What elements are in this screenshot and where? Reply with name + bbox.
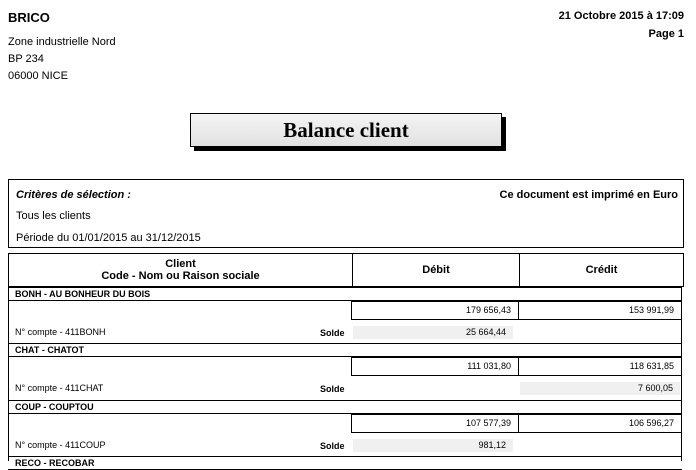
credit-value: 153 991,99 [518, 301, 682, 320]
client-row-partial [8, 456, 682, 468]
debit-value: 179 656,43 [351, 301, 519, 320]
address-line-2: BP 234 [8, 53, 44, 65]
column-credit: Crédit [585, 264, 618, 276]
client-row [8, 343, 682, 400]
client-name: COUP - COUPTOU [8, 400, 682, 414]
credit-value: 106 596,27 [518, 414, 682, 433]
column-client [9, 254, 352, 286]
client-name: CHAT - CHATOT [8, 343, 682, 357]
solde-credit: 7 600,05 [520, 382, 680, 395]
account-number: N° compte - 411COUP [15, 440, 106, 450]
solde-label: Solde [320, 328, 345, 338]
page-number: Page 1 [648, 28, 684, 40]
criteria-label: Critères de sélection : [16, 189, 131, 201]
column-client-subtitle: Code - Nom ou Raison sociale [101, 270, 260, 282]
account-number: N° compte - 411BONH [15, 327, 106, 337]
criteria-period: Période du 01/01/2015 au 31/12/2015 [16, 232, 201, 244]
client-name: RECO - RECOBAR [8, 456, 682, 470]
currency-note: Ce document est imprimé en Euro [499, 189, 678, 201]
company-name: BRICO [8, 10, 50, 25]
solde-label: Solde [320, 441, 345, 451]
report-title: Balance client [190, 113, 502, 147]
column-debit: Débit [422, 264, 450, 276]
client-row [8, 287, 682, 343]
client-name: BONH - AU BONHEUR DU BOIS [8, 287, 682, 301]
selection-criteria [8, 179, 684, 248]
column-client-title: Client [165, 258, 196, 270]
table-header [8, 253, 684, 287]
debit-value: 111 031,80 [351, 357, 519, 376]
solde-debit: 981,12 [353, 439, 513, 452]
print-date: 21 Octobre 2015 à 17:09 [558, 10, 684, 22]
client-row [8, 400, 682, 456]
debit-value: 107 577,39 [351, 414, 519, 433]
criteria-clients: Tous les clients [16, 210, 91, 222]
solde-label: Solde [320, 384, 345, 394]
credit-value: 118 631,85 [518, 357, 682, 376]
solde-debit: 25 664,44 [353, 326, 513, 339]
report-title-box [190, 113, 502, 147]
account-number: N° compte - 411CHAT [15, 383, 104, 393]
address-line-1: Zone industrielle Nord [8, 36, 116, 48]
address-line-3: 06000 NICE [8, 70, 68, 82]
